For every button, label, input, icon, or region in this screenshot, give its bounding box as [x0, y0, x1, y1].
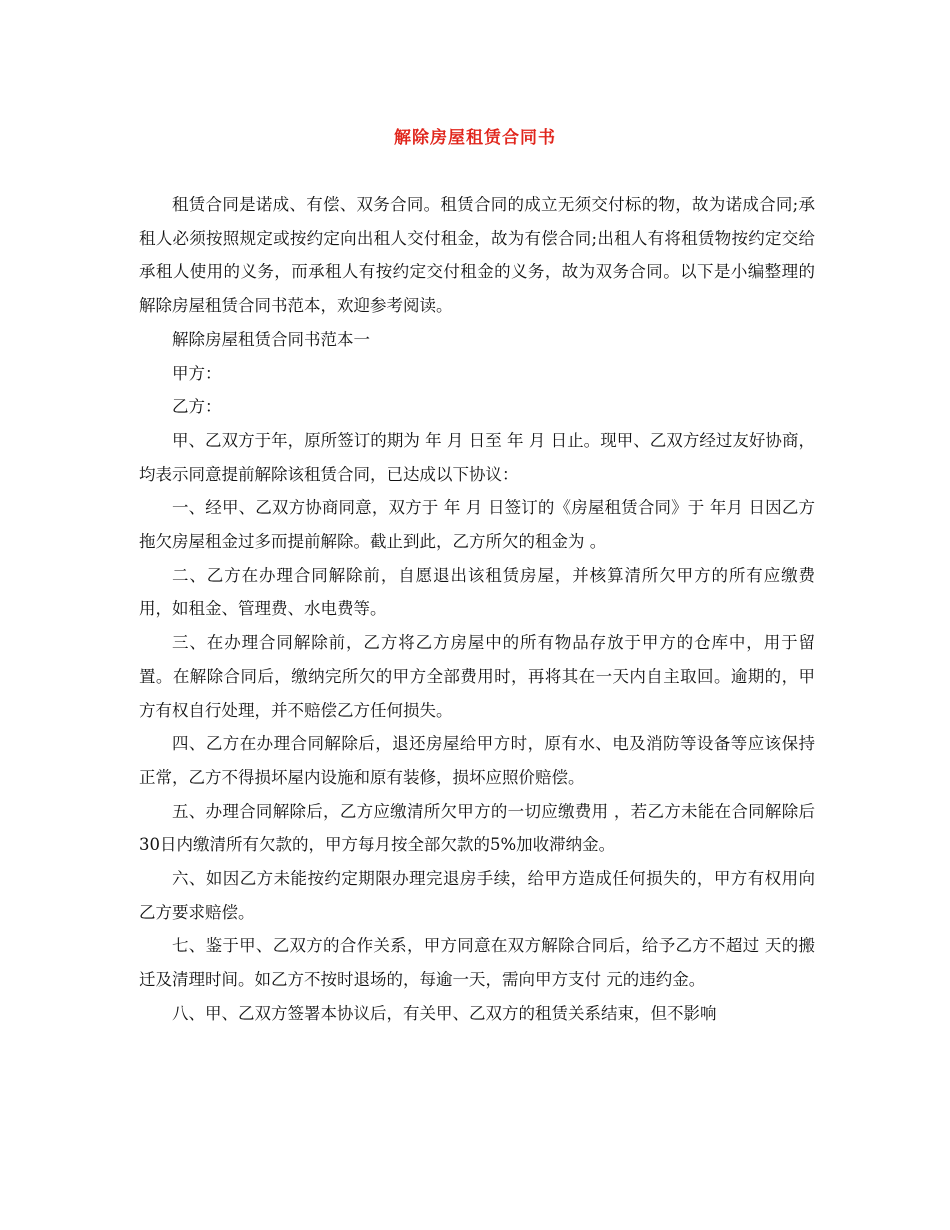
document-body [139, 188, 815, 1031]
paragraph-party-a: 甲方： [172, 363, 222, 383]
paragraph-template-heading: 解除房屋租赁合同书范本一 [172, 329, 370, 349]
paragraph-clause-7: 七、鉴于甲、乙双方的合作关系，甲方同意在双方解除合同后，给予乙方不超过 天的搬迁及清理时间。如乙方不按时退场的，每逾一天，需向甲方支付 元的违约金。 [139, 936, 815, 990]
paragraph-clause-4: 四、乙方在办理合同解除后，退还房屋给甲方时，原有水、电及消防等设备等应该保持正常，乙方不得损坏屋内设施和原有装修，损坏应照价赔偿。 [139, 734, 815, 787]
paragraph-clause-5: 五、办理合同解除后，乙方应缴清所欠甲方的一切应缴费用 ，若乙方未能在合同解除后30日内缴清所有欠款的，甲方每月按全部欠款的5%加收滞纳金。 [139, 801, 815, 855]
paragraph-clause-8: 八、甲、乙双方签署本协议后，有关甲、乙双方的租赁关系结束，但不影响 [172, 1003, 717, 1023]
paragraph-clause-1: 一、经甲、乙双方协商同意，双方于 年 月 日签订的《房屋租赁合同》于 年月 日因乙方拖欠房屋租金过多而提前解除。截止到此，乙方所欠的租金为 。 [139, 498, 815, 552]
paragraph-preamble: 甲、乙双方于年，原所签订的期为 年 月 日至 年 月 日止。现甲、乙双方经过友好协商，均表示同意提前解除该租赁合同，已达成以下协议： [139, 430, 815, 484]
paragraph-intro: 租赁合同是诺成、有偿、双务合同。租赁合同的成立无须交付标的物，故为诺成合同;承租人必须按照规定或按约定向出租人交付租金，故为有偿合同;出租人有将租赁物按约定交给承租人使用的义务，而承租人有按约定交付租金的义务，故为双务合同。以下是小编整理的解除房屋租赁合同书范本，欢迎参考阅读。 [139, 195, 815, 316]
paragraph-clause-2: 二、乙方在办理合同解除前，自愿退出该租赁房屋，并核算清所欠甲方的所有应缴费用，如租金、管理费、水电费等。 [139, 565, 815, 619]
document-title: 解除房屋租赁合同书 [394, 128, 556, 148]
paragraph-clause-3: 三、在办理合同解除前，乙方将乙方房屋中的所有物品存放于甲方的仓库中，用于留置。在解除合同后，缴纳完所欠的甲方全部费用时，再将其在一天内自主取回。逾期的，甲方有权自行处理，并不赔偿乙方任何损失。 [139, 633, 815, 720]
paragraph-party-b: 乙方： [172, 397, 222, 417]
paragraph-clause-6: 六、如因乙方未能按约定期限办理完退房手续，给甲方造成任何损失的，甲方有权用向乙方要求赔偿。 [139, 869, 815, 922]
